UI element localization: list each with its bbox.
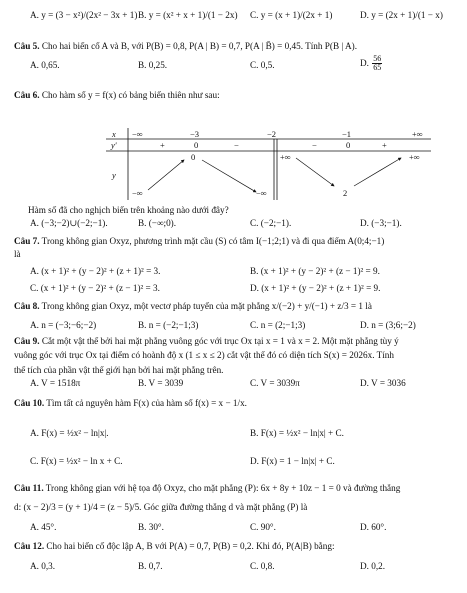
q6-option-c: C. (−2;−1). (250, 218, 292, 228)
q5-option-d-fraction (372, 55, 382, 73)
q7-options-row2 (14, 283, 459, 297)
q9-options (14, 378, 459, 392)
q12-stem (14, 541, 459, 553)
q6-options (14, 218, 459, 232)
q12-options (14, 561, 459, 575)
q11-options (14, 522, 459, 536)
q6-question: Hàm số đã cho nghịch biến trên khoảng nào dưới đây? (28, 205, 229, 215)
y-left-neg-inf: −∞ (132, 188, 143, 198)
q9-stem (14, 336, 459, 348)
q11-text: Trong không gian với hệ tọa độ Oxyz, cho mặt phẳng (P): 6x + 8y + 10z − 1 = 0 và đường thẳng (45, 483, 401, 493)
q6-number: Câu 6. (14, 90, 40, 100)
q10-option-c: C. F(x) = ½x² − ln x + C. (30, 456, 123, 466)
q9-option-b: B. V = 3039 (138, 378, 184, 388)
q7-option-a: A. (x + 1)² + (y − 2)² + (z + 1)² = 3. (30, 266, 161, 276)
table-yprime-label: y' (111, 140, 117, 150)
y-right-pos-inf: +∞ (280, 152, 291, 162)
q9-option-a: A. V = 1518π (30, 378, 81, 388)
q8-number: Câu 8. (14, 301, 40, 311)
q4-option-d: D. y = (2x + 1)/(1 − x) (360, 10, 443, 20)
q8-options (14, 320, 459, 334)
q10-options-row2 (14, 456, 459, 470)
q5-option-d (360, 55, 383, 73)
q11-option-c: C. 90°. (250, 522, 276, 532)
q7-option-d: D. (x + 1)² + (y − 2)² + (z + 1)² = 9. (250, 283, 381, 293)
q11-option-d: D. 60°. (360, 522, 387, 532)
q9-line-1: Cắt một vật thể bởi hai mặt phẳng vuông góc với trục Ox tại x = 1 và x = 2. Một mặt phẳng tùy ý (41, 336, 399, 346)
q5-options (14, 55, 459, 77)
q7-option-b: B. (x + 1)² + (y − 2)² + (z − 1)² = 9. (250, 266, 380, 276)
q5-stem (14, 41, 459, 53)
q5-text: Cho hai biến cố A và B, với P(B) = 0,8, P(A | B) = 0,7, P(A | B̄) = 0,45. Tính P(B | A). (41, 41, 357, 51)
y-max: 0 (191, 152, 196, 162)
q5-option-d-label: D. (360, 58, 369, 68)
q8-stem (14, 301, 459, 313)
x-neg3: −3 (190, 129, 200, 139)
q5-d-numerator: 56 (373, 55, 382, 63)
q10-option-a: A. F(x) = ½x² − ln|x|. (30, 428, 109, 438)
q8-option-a: A. n = (−3;−6;−2) (30, 320, 97, 330)
q4-option-a: A. y = (3 − x²)/(2x² − 3x + 1) (30, 10, 138, 20)
q6-option-b: B. (−∞;0). (138, 218, 177, 228)
q10-options-row1 (14, 428, 459, 442)
q5-option-a: A. 0,65. (30, 60, 60, 70)
x-neg1: −1 (342, 129, 352, 139)
q9-line-3: thể tích của phần vật thể giới hạn bởi hai mặt phẳng trên. (14, 365, 224, 375)
y-min: 2 (343, 188, 348, 198)
sign-zero-2: 0 (346, 140, 351, 150)
q6-option-a: A. (−3;−2)∪(−2;−1). (30, 218, 108, 228)
q4-option-c: C. y = (x + 1)/(2x + 1) (250, 10, 333, 20)
q12-text: Cho hai biến cố độc lập A, B với P(A) = 0,7, P(B) = 0,2. Khi đó, P(A|B) bằng: (46, 541, 335, 551)
q10-option-b: B. F(x) = ½x² − ln|x| + C. (250, 428, 344, 438)
q4-option-b: B. y = (x² + x + 1)/(1 − 2x) (138, 10, 238, 20)
y-end-pos-inf: +∞ (409, 152, 420, 162)
q8-text: Trong không gian Oxyz, một vectơ pháp tuyến của mặt phẳng x/(−2) + y/(−1) + z/3 = 1 là (41, 301, 372, 311)
q6-stem (14, 90, 459, 102)
q9-option-c: C. V = 3039π (250, 378, 300, 388)
q7-text: Trong không gian Oxyz, phương trình mặt cầu (S) có tâm I(−1;2;1) và đi qua điểm A(0;4;−1) (41, 236, 385, 246)
q5-d-denominator: 65 (373, 63, 382, 73)
table-y-label: y (112, 170, 116, 180)
x-pos-inf: +∞ (412, 129, 423, 139)
q5-option-c: C. 0,5. (250, 60, 275, 70)
x-neg-inf: −∞ (132, 129, 143, 139)
y-left2-neg-inf: −∞ (256, 188, 267, 198)
q10-stem (14, 398, 459, 410)
q12-option-a: A. 0,3. (30, 561, 56, 571)
q11-text-2: d: (x − 2)/3 = (y + 1)/4 = (z − 5)/5. Góc giữa đường thẳng d và mặt phẳng (P) là (14, 502, 308, 512)
q7-option-c: C. (x + 1)² + (y − 2)² + (z − 1)² = 3. (30, 283, 160, 293)
q6-option-d: D. (−3;−1). (360, 218, 402, 228)
sign-1: + (160, 140, 165, 150)
q8-option-b: B. n = (−2;−1;3) (138, 320, 199, 330)
q11-number: Câu 11. (14, 483, 44, 493)
q12-option-c: C. 0,8. (250, 561, 275, 571)
q4-options (14, 6, 459, 28)
q8-option-c: C. n = (2;−1;3) (250, 320, 306, 330)
q10-text: Tìm tất cả nguyên hàm F(x) của hàm số f(x) = x − 1/x. (46, 398, 247, 408)
sign-3: − (312, 140, 317, 150)
table-x-label: x (112, 129, 116, 139)
q7-number: Câu 7. (14, 236, 40, 246)
q5-option-b: B. 0,25. (138, 60, 168, 70)
q11-option-a: A. 45°. (30, 522, 57, 532)
q12-option-b: B. 0,7. (138, 561, 163, 571)
sign-zero-1: 0 (194, 140, 199, 150)
q6-text: Cho hàm số y = f(x) có bảng biến thiên như sau: (41, 90, 220, 100)
q10-option-d: D. F(x) = 1 − ln|x| + C. (250, 456, 335, 466)
q5-number: Câu 5. (14, 41, 40, 51)
variation-table (106, 128, 431, 200)
q8-option-d: D. n = (3;6;−2) (360, 320, 416, 330)
q11-option-b: B. 30°. (138, 522, 164, 532)
sign-4: + (382, 140, 387, 150)
x-neg2: −2 (267, 129, 277, 139)
q10-number: Câu 10. (14, 398, 45, 408)
q9-line-2: vuông góc với trục Ox tại điểm có hoành độ x (1 ≤ x ≤ 2) cắt vật thể đó có diện tích S(x) = 2026x. Tính (14, 350, 394, 360)
q12-option-d: D. 0,2. (360, 561, 386, 571)
q11-stem (14, 483, 459, 495)
q7-stem (14, 236, 459, 248)
q9-number: Câu 9. (14, 336, 40, 346)
sign-2: − (234, 140, 239, 150)
q9-option-d: D. V = 3036 (360, 378, 406, 388)
q12-number: Câu 12. (14, 541, 45, 551)
q7-options-row1 (14, 266, 459, 280)
q7-text-2: là (14, 249, 21, 259)
